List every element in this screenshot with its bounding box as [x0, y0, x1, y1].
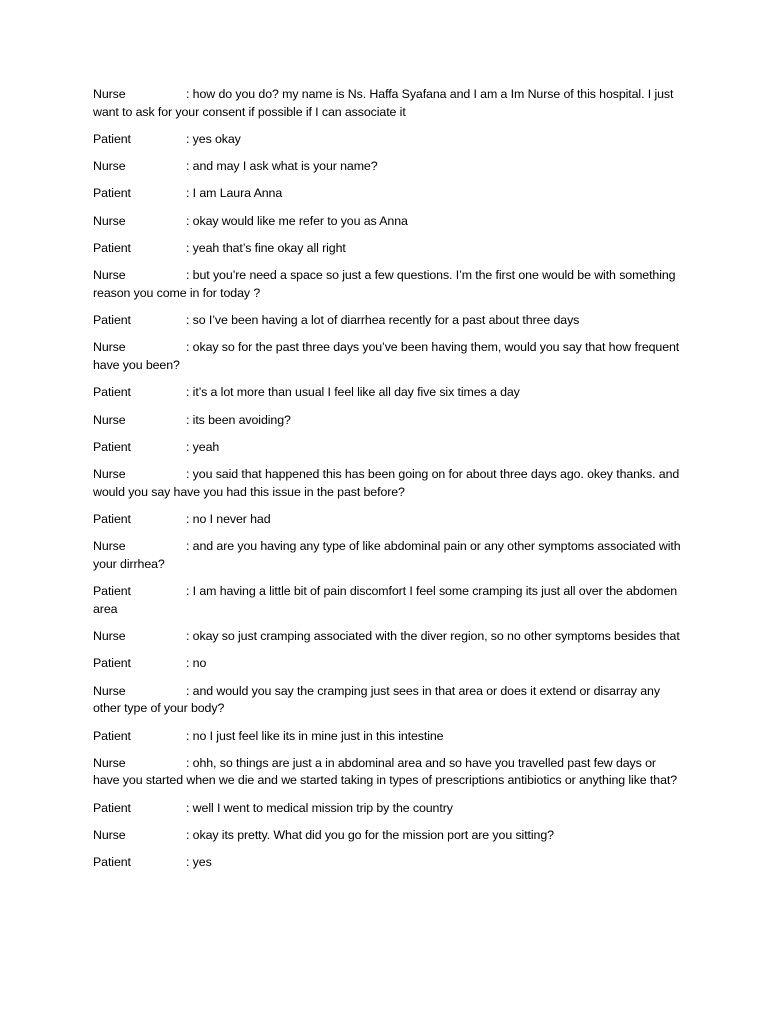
utterance-text: : how do you do? my name is Ns. Haffa Syafana and I am a Im Nurse of this hospital. I just want to ask for your consent if possible if I can associate it	[93, 87, 674, 119]
dialogue-line	[93, 800, 683, 818]
speaker-label: Nurse	[93, 755, 126, 770]
utterance-text: : yeah	[186, 439, 220, 454]
dialogue-line	[93, 854, 683, 872]
speaker-label: Nurse	[93, 827, 126, 842]
utterance-text: : its been avoiding?	[186, 412, 291, 427]
speaker-label: Nurse	[93, 268, 126, 283]
dialogue-line	[93, 683, 683, 718]
speaker-label: Patient	[93, 313, 131, 328]
dialogue-line	[93, 538, 683, 573]
speaker-label: Nurse	[93, 539, 126, 554]
dialogue-line	[93, 755, 683, 790]
speaker-label: Nurse	[93, 629, 126, 644]
utterance-text: : no I just feel like its in mine just in this intestine	[186, 728, 444, 743]
dialogue-line	[93, 827, 683, 845]
utterance-text: : well I went to medical mission trip by the country	[186, 800, 453, 815]
dialogue-line	[93, 158, 683, 176]
speaker-label: Patient	[93, 385, 131, 400]
speaker-label: Patient	[93, 656, 131, 671]
speaker-label: Patient	[93, 439, 131, 454]
utterance-text: : I am having a little bit of pain discomfort I feel some cramping its just all over the abdomen area	[93, 584, 678, 616]
utterance-text: : okay so for the past three days you’ve been having them, would you say that how frequent have you been?	[93, 340, 680, 373]
dialogue-line	[93, 728, 683, 746]
speaker-label: Nurse	[93, 412, 126, 427]
dialogue-line	[93, 86, 683, 121]
speaker-label: Patient	[93, 241, 131, 255]
speaker-label: Nurse	[93, 340, 126, 355]
utterance-text: : and are you having any type of like abdominal pain or any other symptoms associated with your dirrhea?	[93, 539, 681, 571]
dialogue-line	[93, 339, 683, 374]
dialogue-line	[93, 312, 683, 330]
speaker-label: Patient	[93, 186, 131, 201]
dialogue-line	[93, 628, 683, 646]
dialogue-line	[93, 384, 683, 402]
dialogue-line	[93, 466, 683, 501]
dialogue-transcript	[93, 86, 683, 882]
speaker-label: Nurse	[93, 683, 126, 698]
utterance-text: : I am Laura Anna	[186, 186, 283, 201]
speaker-label: Nurse	[93, 159, 126, 174]
dialogue-line	[93, 267, 683, 302]
utterance-text: : no I never had	[186, 512, 271, 527]
speaker-label: Patient	[93, 512, 131, 527]
speaker-label: Nurse	[93, 467, 126, 482]
speaker-label: Nurse	[93, 87, 126, 101]
utterance-text: : and may I ask what is your name?	[186, 159, 378, 174]
utterance-text: : yes okay	[186, 131, 241, 146]
speaker-label: Patient	[93, 131, 131, 146]
utterance-text: : yes	[186, 855, 212, 870]
utterance-text: : you said that happened this has been going on for about three days ago. okey thanks. and would you say have you had this issue in the past before?	[93, 467, 680, 499]
utterance-text: : and would you say the cramping just sees in that area or does it extend or disarray any other type of your body?	[93, 683, 660, 716]
utterance-text: : okay so just cramping associated with the diver region, so no other symptoms besides that	[186, 629, 680, 644]
dialogue-line	[93, 439, 683, 457]
utterance-text: : no	[186, 656, 207, 671]
utterance-text: : so I’ve been having a lot of diarrhea recently for a past about three days	[186, 313, 580, 328]
dialogue-line	[93, 240, 683, 258]
speaker-label: Patient	[93, 584, 131, 599]
dialogue-line	[93, 213, 683, 231]
dialogue-line	[93, 131, 683, 149]
utterance-text: : it’s a lot more than usual I feel like all day five six times a day	[186, 385, 520, 400]
dialogue-line	[93, 511, 683, 529]
dialogue-line	[93, 185, 683, 203]
utterance-text: : okay would like me refer to you as Anna	[186, 213, 408, 228]
speaker-label: Patient	[93, 855, 131, 870]
utterance-text: : yeah that’s fine okay all right	[186, 241, 346, 255]
dialogue-line	[93, 655, 683, 673]
speaker-label: Patient	[93, 800, 131, 815]
speaker-label: Patient	[93, 728, 131, 743]
speaker-label: Nurse	[93, 213, 126, 228]
utterance-text: : okay its pretty. What did you go for the mission port are you sitting?	[186, 827, 554, 842]
utterance-text: : ohh, so things are just a in abdominal area and so have you travelled past few days or have you started when we die and we started taking in types of prescriptions antibiotics or anything like that?	[93, 755, 677, 788]
utterance-text: : but you’re need a space so just a few questions. I’m the first one would be with something reason you come in for today ?	[93, 268, 676, 300]
dialogue-line	[93, 412, 683, 430]
dialogue-line	[93, 583, 683, 618]
